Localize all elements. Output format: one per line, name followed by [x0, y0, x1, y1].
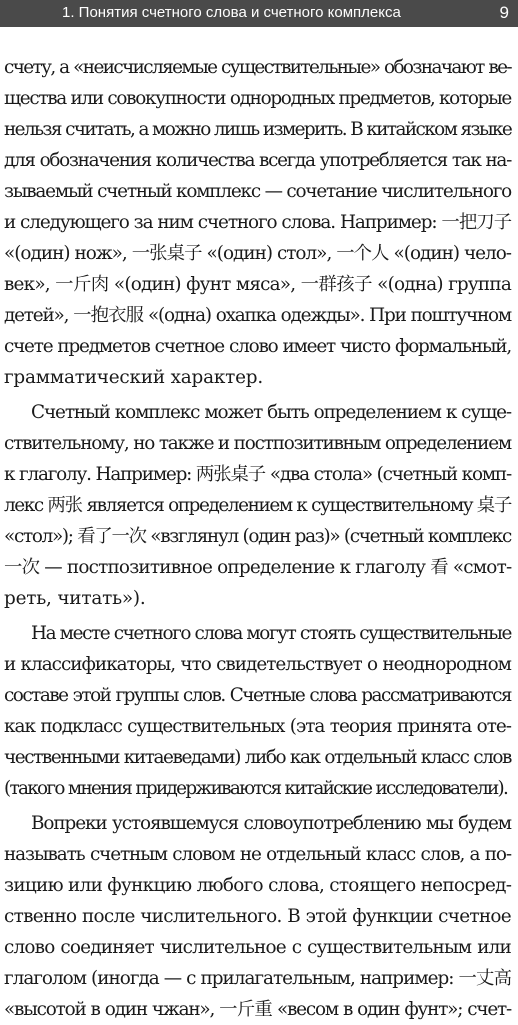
page-number: 9	[499, 3, 509, 22]
text-line: лекс 两张 является определением к существительному 桌子	[4, 495, 511, 516]
text-line: как подкласс существительных (эта теория принята оте-	[4, 716, 511, 737]
text-line: нельзя считать, а можно лишь измерить. В китайском языке	[4, 119, 512, 140]
text-line: составе этой группы слов. Счетные слова рассматриваются	[4, 685, 511, 706]
paragraph-2	[4, 397, 511, 614]
text-line: ствительному, но также и постпозитивным определением	[4, 433, 511, 454]
text-line: 一次 — постпозитивное определение к глаголу 看 «смот-	[4, 557, 512, 578]
text-line: счету, а «неисчисляемые существительные» обозначают ве-	[4, 57, 511, 78]
text-column	[4, 52, 511, 1025]
text-line: «(один) нож», 一张桌子 «(один) стол», 一个人 «(один) чело-	[4, 243, 511, 264]
paragraph-3	[4, 618, 511, 804]
text-line: для обозначения количества всегда употребляется так на-	[4, 150, 511, 171]
text-line: реть, читать»).	[4, 588, 146, 609]
text-line: глаголом (иногда — с прилагательным, например: 一丈高	[4, 968, 511, 989]
paragraph-1	[4, 52, 511, 393]
text-line: (такого мнения придерживаются китайские исследователи).	[4, 778, 508, 799]
text-line: к глаголу. Например: 两张桌子 «два стола» (счетный комп-	[4, 464, 511, 485]
running-head: 1. Понятия счетного слова и счетного комплекса	[62, 4, 401, 21]
text-line: зицию или функцию любого слова, стоящего непосред-	[4, 875, 512, 896]
text-line: и классификаторы, что свидетельствует о неоднородном	[4, 654, 511, 675]
text-line: щества или совокупности однородных предметов, которые	[4, 88, 511, 109]
text-line: ственно после числительного. В этой функции счетное	[4, 906, 511, 927]
text-line: слово соединяет числительное с существительным или	[4, 937, 511, 958]
text-line: «стол»); 看了一次 «взглянул (один раз)» (счетный комплекс	[4, 526, 511, 547]
text-line: детей», 一抱衣服 «(одна) охапка одежды». При поштучном	[4, 305, 511, 326]
text-line: и следующего за ним счетного слова. Например: 一把刀子	[4, 212, 511, 233]
text-line: называть счетным словом не отдельный класс слов, а по-	[4, 844, 511, 865]
text-line: зываемый счетный комплекс — сочетание числительного	[4, 181, 512, 202]
text-line: «высотой в один чжан», 一斤重 «весом в один фунт»; счет-	[4, 999, 511, 1020]
text-line: На месте счетного слова могут стоять существительные	[31, 623, 511, 644]
text-line: век», 一斤肉 «(один) фунт мяса», 一群孩子 «(одна) группа	[4, 274, 511, 295]
text-line: грамматический характер.	[4, 367, 264, 388]
text-line: счете предметов счетное слово имеет чисто формальный,	[4, 336, 511, 357]
text-line: Счетный комплекс может быть определением к суще-	[31, 402, 511, 423]
text-line: Вопреки устоявшемуся словоупотреблению мы будем	[31, 813, 511, 834]
page-header	[0, 0, 518, 27]
paragraph-4	[4, 808, 511, 1025]
text-line: чественными китаеведами) либо как отдельный класс слов	[4, 747, 511, 768]
